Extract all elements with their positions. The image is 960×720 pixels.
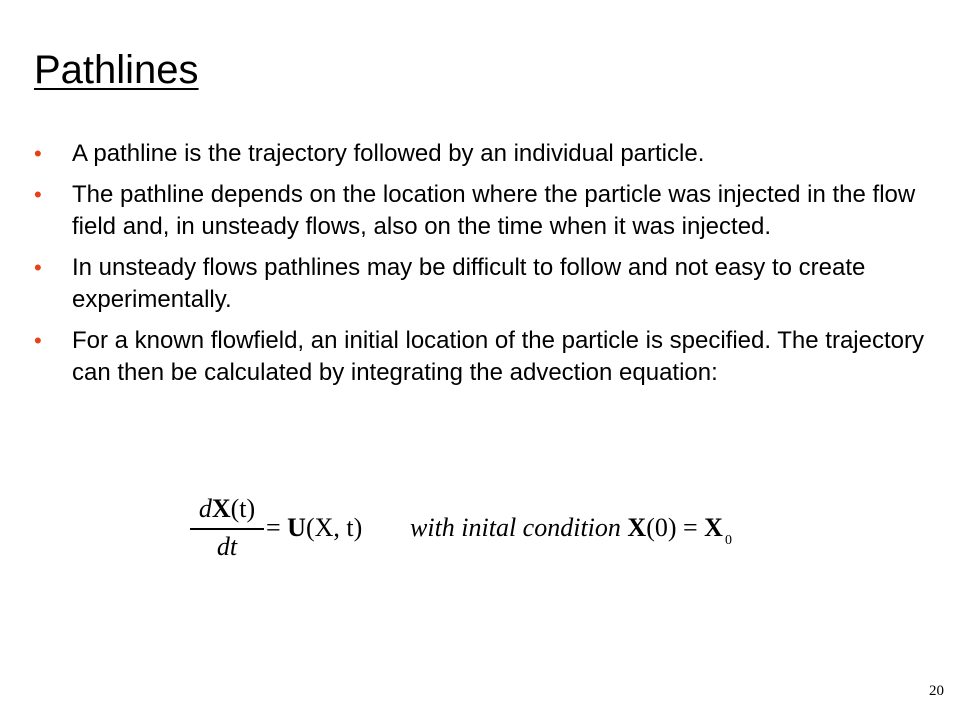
initial-x: X: [704, 513, 723, 542]
equals-sign: =: [266, 513, 281, 542]
page-number: 20: [929, 683, 944, 699]
bullet-text: The pathline depends on the location where the particle was injected in the flow field and, in unsteady flows, also on the time when it was injected.: [72, 181, 916, 240]
bullet-marker-icon: •: [34, 141, 42, 166]
velocity-args: (X, t): [305, 513, 363, 542]
condition-args: (0) =: [646, 513, 705, 542]
slide-title: Pathlines: [34, 48, 199, 92]
condition-x: X: [627, 513, 647, 542]
bullet-item: [34, 179, 924, 243]
numerator-args: (t): [230, 494, 256, 523]
bullet-text: For a known flowfield, an initial location of the particle is specified. The trajectory can then be calculated by integrating the advection equation:: [72, 327, 924, 386]
bullet-marker-icon: •: [34, 182, 42, 207]
fraction-denominator: dt: [216, 532, 238, 561]
bullet-text: A pathline is the trajectory followed by an individual particle.: [72, 140, 705, 167]
advection-equation: [188, 490, 788, 570]
fraction-numerator: [188, 494, 266, 524]
bullet-marker-icon: •: [34, 255, 42, 280]
bullet-marker-icon: •: [34, 328, 42, 353]
bullet-item: [34, 138, 924, 170]
bullet-item: [34, 252, 924, 316]
initial-condition: [410, 513, 732, 548]
numerator-d: d: [198, 494, 212, 523]
bullet-list: [34, 138, 924, 398]
numerator-x: X: [211, 494, 231, 523]
fraction-bar: [190, 528, 264, 530]
condition-text: with inital condition: [410, 513, 621, 542]
bullet-text: In unsteady flows pathlines may be difficult to follow and not easy to create experimentally.: [72, 254, 866, 313]
equation-rhs: [266, 513, 362, 543]
initial-x-subscript: 0: [724, 533, 732, 548]
bullet-item: [34, 325, 924, 389]
velocity-u: U: [287, 513, 306, 542]
